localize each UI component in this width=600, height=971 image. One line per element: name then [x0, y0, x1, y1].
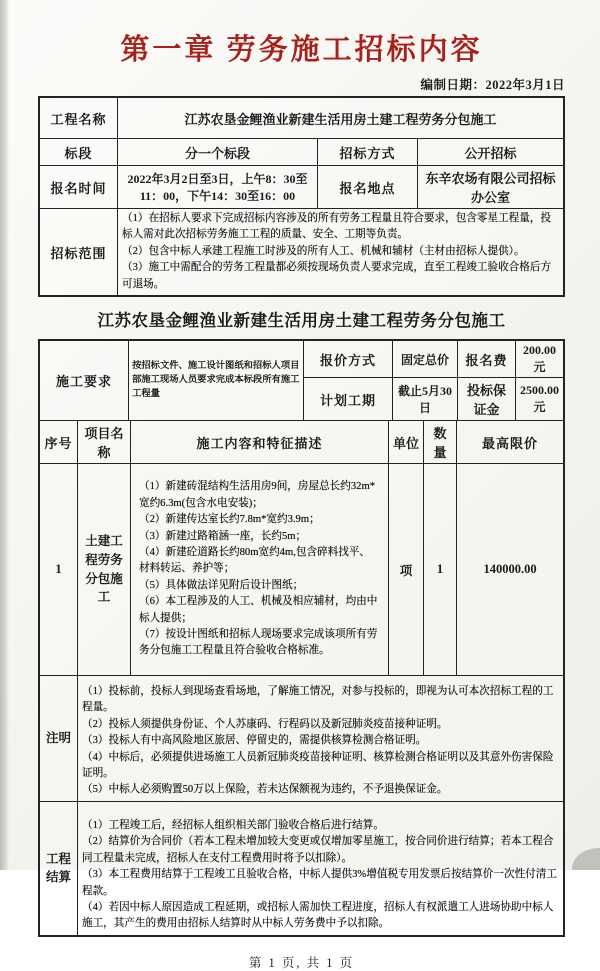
desc-line: （7）按设计图纸和招标人现场要求完成该项所有劳务分包施工工程量且符合验收合格标准。: [139, 628, 378, 657]
project-name-label: 工程名称: [50, 111, 107, 127]
tender-info-table: [38, 96, 565, 297]
fee-value: 200.00元: [515, 341, 563, 377]
section-row: [40, 138, 563, 165]
note-item: （2）投标人须提供身份证、个人苏康码、行程码以及新冠肺炎疫苗接种证明。: [82, 718, 448, 730]
method-label: 招标方式: [317, 139, 417, 165]
notes-content: [77, 676, 563, 801]
signup-time-line2: 11：00，下午14：30至16：00: [139, 189, 296, 203]
item-max-price: 140000.00: [456, 464, 563, 675]
header-qty: 数量: [423, 421, 456, 463]
duration-value: 截止5月30日: [392, 378, 457, 420]
section-value: 分一个标段: [117, 139, 317, 165]
notes-label: 注明: [45, 731, 71, 746]
deposit-label: 投标保证金: [457, 378, 515, 420]
settlement-row: [40, 801, 563, 935]
quote-method-value: 固定总价: [392, 341, 457, 377]
note-item: （5）中标人必须购置50万以上保险，若未达保额视为违约，不予退换保证金。: [82, 784, 448, 796]
header-no: 序号: [44, 435, 73, 451]
settlement-item: （3）本工程费用结算于工程竣工且验收合格，中标人提供3%增值税专用发票后按结算价一次性付清工程款。: [82, 869, 557, 897]
notes-row: [40, 675, 563, 801]
note-item: （3）投标人有中高风险地区旅居、停留史的，需提供核算检测合格证明。: [82, 735, 427, 747]
settlement-label-line1: 工程: [45, 851, 71, 866]
construction-detail-table: [38, 339, 565, 937]
page-number: 第 1 页, 共 1 页: [248, 955, 355, 970]
item-description: [130, 464, 388, 675]
header-unit: 单位: [388, 421, 423, 463]
method-value: 公开招标: [417, 139, 563, 165]
scope-content: [117, 209, 563, 295]
document-content: [38, 0, 565, 971]
settlement-item: （2）结算价为合同价（若本工程未增加较大变更或仅增加零星施工，按合同价进行结算；若本工程合同工程量未完成，招标人在支付工程费用时将予以扣除）。: [82, 836, 554, 864]
scope-item: （3）施工中需配合的劳务工程量都必须按现场负责人要求完成，直至工程竣工验收合格后方可退场。: [122, 262, 552, 290]
settlement-content: [77, 802, 563, 935]
scan-edge-shadow: [0, 0, 9, 870]
signup-place-value: 东辛农场有限公司招标办公室: [417, 166, 563, 208]
note-item: （4）中标后，必须提供进场施工人员新冠肺炎疫苗接种证明、核算检测合格证明以及其意外伤害保险证明。: [82, 751, 554, 780]
scan-corner-shadow: [572, 848, 600, 870]
item-no: 1: [55, 562, 62, 577]
scope-row: [40, 208, 563, 295]
scope-item: （2）包含中标人承建工程施工时涉及的所有人工、机械和辅材（主材由招标人提供）。: [122, 245, 525, 257]
desc-line: （1）新建砖混结构生活用房9间，房屋总长约32m*宽约6.3m(包含水电安装)；: [139, 481, 376, 509]
fee-label: 报名费: [457, 341, 515, 377]
item-qty: 1: [423, 464, 456, 675]
item-header-row: [40, 420, 563, 463]
duration-row: [304, 377, 563, 420]
item-unit: 项: [388, 464, 423, 675]
item-row: [40, 463, 563, 675]
settlement-item: （4）若因中标人原因造成工程延期，或招标人需加快工程进度，招标人有权派遣工人进场协助中标人施工，其产生的费用由招标人结算时从中标人劳务费中予以扣除。: [82, 901, 554, 930]
project-subtitle: 江苏农垦金鲤渔业新建生活用房土建工程劳务分包施工: [97, 311, 506, 331]
signup-time-line1: 2022年3月2日至3日，上午8：30至: [127, 172, 308, 186]
signup-time-row: [40, 165, 563, 208]
requirement-row: [40, 341, 563, 420]
duration-label: 计划工期: [319, 392, 376, 408]
note-item: （1）投标前，投标人到现场查看场地，了解施工情况，对参与投标的，即视为认可本次招标工程的工程量。: [82, 686, 554, 714]
quote-block: [303, 341, 563, 420]
item-name: 土建工程劳务分包施工: [77, 464, 130, 675]
compile-date: 编制日期：2022年3月1日: [420, 78, 565, 92]
desc-line: （4）新建砼道路长约80m宽约4m,包含碎料找平、材料转运、养护等；: [139, 546, 371, 575]
signup-place-label: 报名地点: [317, 166, 417, 208]
quote-row: [304, 341, 563, 377]
signup-time-label: 报名时间: [50, 180, 107, 196]
project-name-row: [40, 98, 563, 138]
desc-line: （3）新建过路箱涵一座，长约5m；: [139, 530, 307, 542]
quote-method-label: 报价方式: [319, 352, 376, 368]
desc-line: （6）本工程涉及的人工、机械及相应辅材，均由中标人提供；: [139, 596, 378, 624]
deposit-value: 2500.00元: [515, 378, 563, 420]
requirement-text: 按招标文件、施工设计图纸和招标人项目部施工现场人员要求完成本标段所有施工工程量: [128, 341, 303, 420]
signup-time-value: [117, 166, 317, 208]
desc-line: （2）新建传达室长约7.8m*宽约3.9m；: [139, 514, 320, 526]
desc-line: （5）具体做法详见附后设计图纸；: [139, 579, 304, 591]
settlement-item: （1）工程竣工后，经招标人组织相关部门验收合格后进行结算。: [82, 819, 384, 831]
requirement-label: 施工要求: [56, 374, 113, 390]
header-desc: 施工内容和特征描述: [130, 421, 388, 463]
page-title: 第一章 劳务施工招标内容: [120, 34, 483, 66]
scope-label: 招标范围: [50, 245, 107, 261]
section-label: 标段: [64, 145, 93, 161]
scope-item: （1）在招标人要求下完成招标内容涉及的所有劳务工程量且符合要求，包含零星工程量，投标人需对此次招标劳务施工工程的质量、安全、工期等负责。: [122, 213, 552, 241]
settlement-label-line2: 结算: [45, 870, 71, 885]
header-price: 最高限价: [456, 421, 563, 463]
project-name-value: 江苏农垦金鲤渔业新建生活用房土建工程劳务分包施工: [117, 98, 563, 138]
settlement-label: [40, 802, 77, 935]
header-name: 项目名称: [77, 421, 130, 463]
